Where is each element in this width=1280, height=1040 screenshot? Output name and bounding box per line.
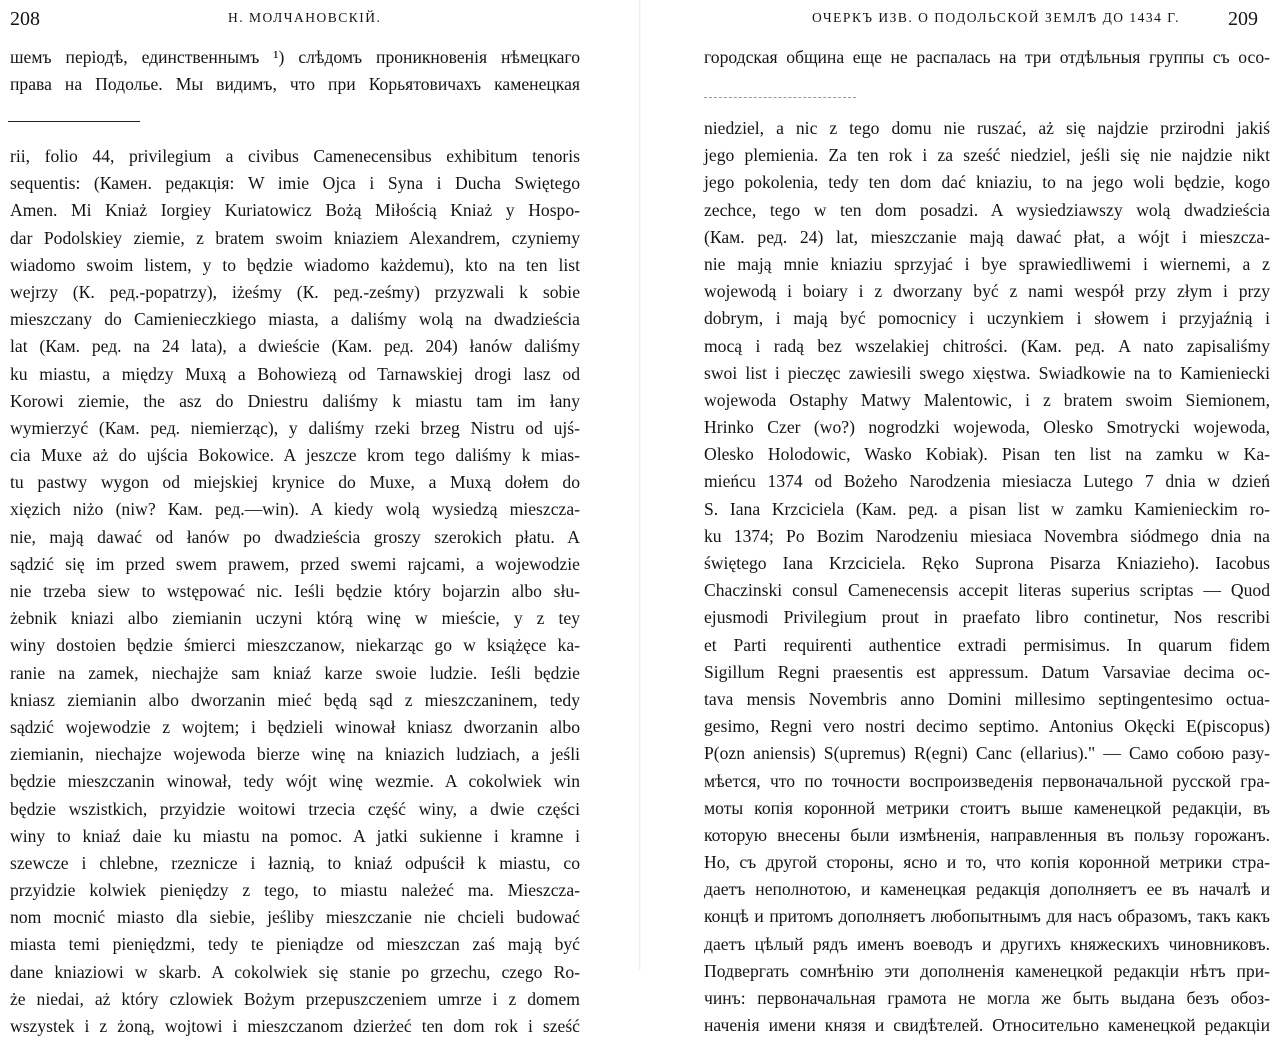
text-line: będzie wszistkich, przyidzie woitowi trzecia część winy, a dwie części xyxy=(10,798,580,819)
text-line: gesimo, Regni vero nostri decimo septimo. Antonius Okęcki E(piscopus) xyxy=(704,716,1270,737)
text-line: wojewoda Ostaphy Matwy Malentowic, i z bratem swoim Siemionem, xyxy=(704,389,1270,410)
text-line: шемъ періодѣ, единственнымъ ¹) слѣдомъ проникновенія нѣмецкаго xyxy=(10,47,580,67)
text-line: winy to kniaź daie ku miastu na pomoc. A jatki sukienne i kramne i xyxy=(10,825,580,846)
text-line: S. Iana Krzciciela (Кам. ред. a pisan list w zamku Kamienieckim ro- xyxy=(704,498,1270,519)
text-line: mieńcu 1374 od Bożeho Narodzenia miesiacza Lutego 7 dnia w dzień xyxy=(704,471,1270,492)
text-line: nie mają mnie kniaziu sprzyjać i bye sprawiedliwemi i wiernemi, a z xyxy=(704,253,1270,274)
text-line: et Parti requirenti authentice extradi permisimus. In quarum fidem xyxy=(704,634,1270,655)
text-line: świętego Iana Krzciciela. Ręko Suprona Pisarza Kniazieho). Iacobus xyxy=(704,553,1270,573)
right-page xyxy=(640,0,1280,1036)
body-text xyxy=(10,44,580,98)
text-line: Hrinko Czer (wo?) nogrodzki wojewoda, Olesko Smotrycki wojewoda, xyxy=(704,417,1270,438)
text-line: miasta temi pieniędzmi, tedy te pieniądze od mieszczan zaś mają być xyxy=(10,934,580,955)
text-line: концѣ и притомъ дополняетъ любопытнымъ для насъ образомъ, такъ какъ xyxy=(704,906,1270,927)
text-line: xięzich niżo (niw? Кам. ред.—win). A kiedy wolą wysiedzą mieszcza- xyxy=(10,499,580,520)
text-line: Olesko Holodowic, Wasko Kobiak). Pisan ten list na zamku w Ka- xyxy=(704,444,1270,465)
text-line: tu pastwy wygon od miejskiej krynice do Muxe, a Muxą dołem do xyxy=(10,472,580,493)
text-line: наченія имени князя и свидѣтелей. Относительно каменецкой редакціи xyxy=(704,1015,1270,1036)
text-line: чинъ: первоначальная грамота не могла же быть выдана безъ обоз- xyxy=(704,988,1270,1008)
text-line: Но, съ другой стороны, ясно и то, что копія коронной метрики стра- xyxy=(704,852,1270,873)
text-line: dobrym, i mają być pomocnicy i uczynkiem i słowem i przyjaźnią i xyxy=(704,308,1270,329)
text-line: wojewodą i boiary i z dworzany być z nami wespół przy złym i przy xyxy=(704,281,1270,302)
text-line: wiadomo swoim listem, y to będzie wiadomo każdemu), kto na ten list xyxy=(10,254,580,275)
text-line: ranie na zamek, niechajże sam kniaź karze swoie ludzie. Ieśli będzie xyxy=(10,662,580,683)
text-line: даетъ неполнотою, и каменецкая редакція дополняетъ ее въ началѣ и xyxy=(704,879,1270,900)
text-line: wymierzyć (Кам. ред. niemierząc), y daliśmy rzeki brzeg Nistru od ujś- xyxy=(10,417,580,438)
text-line: Amen. Mi Kniaż Iorgiey Kuriatowicz Bożą Miłością Kniaż y Hospo- xyxy=(10,200,580,221)
text-line: dane kniaziowi w skarb. A cokolwiek się stanie po grzechu, czego Ro- xyxy=(10,961,580,982)
text-line: (Кам. ред. 24) lat, mieszczanie mają dawać płat, a wójt i mieszcza- xyxy=(704,226,1270,247)
text-line: winy dostoien będzie śmierci mieszczanow, niekarząc go w książęce ka- xyxy=(10,635,580,656)
text-line: Korowi ziemie, the asz do Dniestru daliśmy k miastu tam im łany xyxy=(10,390,580,411)
text-line: cia Muxe aż do ujścia Bokowice. A jeszcze krom tego daliśmy k mias- xyxy=(10,445,580,466)
text-line: ku 1374; Po Bozim Narodzeniu miesiaca Novembra siódmego dnia na xyxy=(704,525,1270,546)
text-line: мѣется, что по точности воспроизведенія первоначальной русской гра- xyxy=(704,770,1270,791)
text-line: nie, mają dawać od łanów po dwadzieścia groszy szerokich płatu. A xyxy=(10,526,580,547)
text-line: wejrzy (К. ред.-popatrzy), iżeśmy (К. ред.-ześmy) przyzwali k sobie xyxy=(10,281,580,302)
text-line: jego plemienia. Za ten rok i za sześć niedziel, jeśli się nie najdzie nikt xyxy=(704,145,1270,166)
text-line: mocą i radą bez wszelakiej chitrości. (Кам. ред. A nato zapisaliśmy xyxy=(704,335,1270,356)
body-text xyxy=(704,44,1270,71)
footnote-rule xyxy=(704,97,856,98)
text-line: żebnik kniazi albo ziemianin uczyni którą winę w mieście, y z tey xyxy=(10,608,580,629)
text-line: ejusmodi Privilegium prout in praefato libro continetur, Nos rescribi xyxy=(704,607,1270,628)
running-head: ОЧЕРКЪ ИЗВ. О ПОДОЛЬСКОЙ ЗЕМЛѢ ДО 1434 Г. xyxy=(812,10,1180,25)
text-line: Chaczinski consul Camenecensis accepit literas superius scriptas — Quod xyxy=(704,580,1270,601)
text-line: że niedai, aż który czlowiek Bożym przepuszczeniem umrze i z domem xyxy=(10,988,580,1009)
text-line: sądzić się im przed swem prawem, przed swemi rajcami, a wojewodzie xyxy=(10,553,580,574)
text-line: которую внесены были измѣненія, направленныя въ пользу горожанъ. xyxy=(704,824,1270,845)
footnote-rule xyxy=(8,121,140,122)
text-line: dar Podolskiey ziemie, z bratem swoim kniaziem Alexandrem, czyniemy xyxy=(10,227,580,248)
text-line: szewcze i chlebne, rzeznicze i łaznią, to kniaź odpuścił k miastu, co xyxy=(10,852,580,873)
text-line: ziemianin, niechajze wojewoda bierze winę na kniazich ludziach, a jeśli xyxy=(10,744,580,765)
text-line: niedziel, a nic z tego domu nie ruszać, aż się najdzie przirodni jakiś xyxy=(704,118,1270,138)
left-page xyxy=(0,0,640,1036)
text-line: zechce, tego w ten dom posadzi. A wysiedziawszy wolą dwadzieścia xyxy=(704,199,1270,220)
text-line: będzie mieszczanin winował, tedy wójt winę wezmie. A cokolwiek win xyxy=(10,771,580,792)
text-line: swoi list i pieczęc zawiesili swego xięstwa. Swiadkowie na to Kamieniecki xyxy=(704,362,1270,383)
text-line: kniasz ziemianin albo dworzanin mieć będą sąd z mieszczaninem, tedy xyxy=(10,689,580,710)
text-line: даетъ цѣлый рядъ именъ воеводъ и другихъ княжескихъ чиновниковъ. xyxy=(704,933,1270,954)
footnote-text xyxy=(10,143,580,1040)
text-line: rii, folio 44, privilegium a civibus Camenecensibus exhibitum tenoris xyxy=(10,146,580,166)
page-number: 209 xyxy=(1228,8,1258,30)
text-line: nie trzeba siew to wstępować nic. Ieśli będzie który bojarzin albo słu- xyxy=(10,581,580,601)
text-line: Подвергать сомнѣнію эти дополненія каменецкой редакціи нѣтъ при- xyxy=(704,960,1270,981)
text-line: городская община еще не распалась на три отдѣльныя группы съ осо- xyxy=(704,47,1270,67)
text-line: моты копія коронной метрики стоитъ выше каменецкой редакціи, въ xyxy=(704,797,1270,818)
text-line: wszystek i z żoną, wojtowi i mieszczanom dzierżeć ten dom rok i sześć xyxy=(10,1016,580,1036)
running-head: Н. МОЛЧАНОВСКІЙ. xyxy=(228,10,382,25)
text-line: mieszczany do Camienieczkiego miasta, a daliśmy wolą na dwadzieścia xyxy=(10,309,580,330)
text-line: права на Подолье. Мы видимъ, что при Корьятовичахъ каменецкая xyxy=(10,74,580,95)
text-line: Sigillum Regni praesentis est appressum. Datum Varsaviae decima oc- xyxy=(704,661,1270,682)
text-line: przyidzie kolwiek pieniędzy z tego, to miastu należeć ma. Mieszcza- xyxy=(10,880,580,901)
footnote-text xyxy=(704,115,1270,1039)
text-line: sądzić wojewodzie z wojtem; i będzieli winował kniasz dworzanin albo xyxy=(10,716,580,737)
text-line: jego pokolenia, tedy ten dom dać kniaziu, to na jego woli będzie, kogo xyxy=(704,172,1270,193)
text-line: nom mocnić miasto dla siebie, jeśliby mieszczanie nie chcieli budować xyxy=(10,907,580,928)
text-line: tava mensis Novembris anno Domini millesimo septingentesimo octua- xyxy=(704,688,1270,709)
text-line: lat (Кам. ред. na 24 lata), a dwieście (Кам. ред. 204) łanów daliśmy xyxy=(10,336,580,357)
page-number: 208 xyxy=(10,8,40,30)
text-line: P(ozn aniensis) S(upremus) R(egni) Canc (ellarius)." — Само собою разу- xyxy=(704,743,1270,764)
text-line: sequentis: (Камен. редакція: W imie Ojca i Syna i Ducha Swiętego xyxy=(10,173,580,194)
text-line: ku miastu, a między Muxą a Bohowiezą od Tarnawskiej drogi lasz od xyxy=(10,363,580,384)
